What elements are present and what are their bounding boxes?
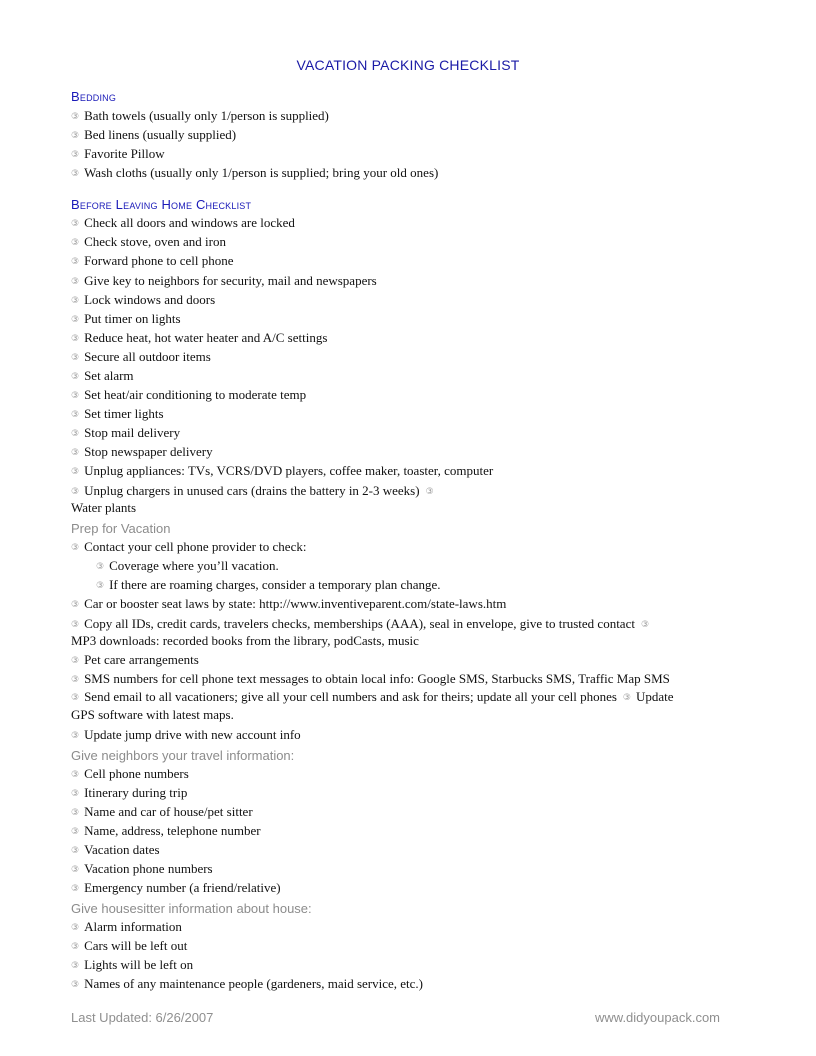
- list-item: [71, 367, 134, 386]
- item-text: Names of any maintenance people (gardeners, maid service, etc.): [84, 976, 424, 991]
- item-text: SMS numbers for cell phone text messages to obtain local info: Google SMS, Starbucks SMS, Traffic Map SMS: [84, 671, 670, 686]
- list-item-continuation: Water plants: [71, 500, 137, 515]
- list-item: [71, 595, 506, 614]
- list-item: [71, 879, 281, 898]
- list-item: [71, 538, 306, 557]
- item-text: Contact your cell phone provider to check:: [84, 539, 307, 554]
- list-item: [71, 726, 301, 745]
- item-text: Set heat/air conditioning to moderate temp: [84, 387, 307, 402]
- checkbox-icon: ③: [71, 656, 80, 666]
- list-item: [71, 107, 329, 126]
- checkbox-icon: ③: [71, 296, 80, 306]
- item-text: Copy all IDs, credit cards, travelers checks, memberships (AAA), seal in envelope, give to trusted contact: [84, 616, 635, 631]
- checkbox-icon: ③: [71, 827, 80, 837]
- checkbox-icon: ③: [71, 257, 80, 267]
- checkbox-icon: ③: [425, 487, 434, 497]
- item-text: Favorite Pillow: [84, 146, 165, 161]
- item-text: Coverage where you’ll vacation.: [109, 558, 279, 573]
- item-text: Give key to neighbors for security, mail and newspapers: [84, 273, 377, 288]
- section-heading-neighbors: Give neighbors your travel information:: [71, 748, 295, 763]
- checkbox-icon: ③: [71, 980, 80, 990]
- item-text: Vacation dates: [84, 842, 160, 857]
- item-text: Emergency number (a friend/relative): [84, 880, 281, 895]
- item-text: Lock windows and doors: [84, 292, 216, 307]
- checkbox-icon: ③: [71, 353, 80, 363]
- item-text: If there are roaming charges, consider a temporary plan change.: [109, 577, 441, 592]
- checkbox-icon: ③: [71, 372, 80, 382]
- page-title: VACATION PACKING CHECKLIST: [296, 57, 520, 73]
- list-item: [71, 765, 189, 784]
- list-item: [71, 310, 181, 329]
- list-item: [71, 329, 327, 348]
- item-text: Bed linens (usually supplied): [84, 127, 237, 142]
- checkbox-icon: ③: [96, 562, 105, 572]
- item-text: Update: [636, 689, 674, 704]
- list-item: [71, 386, 306, 405]
- list-item: [71, 841, 160, 860]
- list-item: [71, 956, 193, 975]
- item-text: Alarm information: [84, 919, 182, 934]
- list-item: [71, 272, 377, 291]
- list-item: [71, 126, 236, 145]
- section-heading-before-leaving: Before Leaving Home Checklist: [71, 197, 252, 212]
- checkbox-icon: ③: [71, 770, 80, 780]
- last-updated: Last Updated: 6/26/2007: [71, 1010, 214, 1025]
- item-text: Set alarm: [84, 368, 134, 383]
- checkbox-icon: ③: [71, 675, 80, 685]
- item-text: Stop newspaper delivery: [84, 444, 213, 459]
- checkbox-icon: ③: [71, 543, 80, 553]
- list-item: [71, 937, 187, 956]
- section-heading-prep: Prep for Vacation: [71, 521, 171, 536]
- item-text: Vacation phone numbers: [84, 861, 213, 876]
- list-item-continuation: GPS software with latest maps.: [71, 707, 234, 722]
- list-item: [71, 784, 187, 803]
- item-text: Forward phone to cell phone: [84, 253, 234, 268]
- list-item: [71, 164, 438, 183]
- list-item: [71, 975, 423, 994]
- checkbox-icon: ③: [71, 620, 80, 630]
- item-text: Pet care arrangements: [84, 652, 199, 667]
- list-item: [71, 214, 295, 233]
- checkbox-icon: ③: [71, 731, 80, 741]
- checkbox-icon: ③: [96, 581, 105, 591]
- checkbox-icon: ③: [71, 150, 80, 160]
- checkbox-icon: ③: [71, 334, 80, 344]
- list-item: [71, 443, 213, 462]
- checkbox-icon: ③: [71, 487, 80, 497]
- checkbox-icon: ③: [71, 169, 80, 179]
- site-url: www.didyoupack.com: [595, 1010, 720, 1025]
- list-item: [71, 688, 674, 707]
- checkbox-icon: ③: [71, 429, 80, 439]
- item-text: Secure all outdoor items: [84, 349, 211, 364]
- checkbox-icon: ③: [71, 467, 80, 477]
- list-item: [71, 145, 165, 164]
- checkbox-icon: ③: [71, 961, 80, 971]
- checkbox-icon: ③: [71, 693, 80, 703]
- list-item-continuation: MP3 downloads: recorded books from the library, podCasts, music: [71, 633, 419, 648]
- list-item: [71, 348, 211, 367]
- checkbox-icon: ③: [71, 865, 80, 875]
- checkbox-icon: ③: [71, 600, 80, 610]
- section-heading-bedding: Bedding: [71, 89, 117, 104]
- list-item: [71, 291, 215, 310]
- list-item: [71, 233, 226, 252]
- item-text: Send email to all vacationers; give all your cell numbers and ask for theirs; update all your cell phones: [84, 689, 617, 704]
- item-text: Check stove, oven and iron: [84, 234, 226, 249]
- item-text: Bath towels (usually only 1/person is supplied): [84, 108, 329, 123]
- checkbox-icon: ③: [71, 410, 80, 420]
- list-item: [71, 803, 253, 822]
- item-text: Set timer lights: [84, 406, 164, 421]
- checkbox-icon: ③: [71, 277, 80, 287]
- item-text: Unplug appliances: TVs, VCRS/DVD players, coffee maker, toaster, computer: [84, 463, 494, 478]
- checkbox-icon: ③: [71, 238, 80, 248]
- item-text: Name, address, telephone number: [84, 823, 261, 838]
- item-text: Cell phone numbers: [84, 766, 189, 781]
- list-item: [71, 822, 261, 841]
- item-text: Unplug chargers in unused cars (drains the battery in 2-3 weeks): [84, 483, 420, 498]
- item-text: Reduce heat, hot water heater and A/C settings: [84, 330, 328, 345]
- checkbox-icon: ③: [71, 846, 80, 856]
- item-text: Put timer on lights: [84, 311, 181, 326]
- list-item: [71, 405, 164, 424]
- list-item: [71, 860, 213, 879]
- checkbox-icon: ③: [71, 219, 80, 229]
- checkbox-icon: ③: [71, 942, 80, 952]
- checkbox-icon: ③: [640, 620, 650, 630]
- item-text: Stop mail delivery: [84, 425, 181, 440]
- checkbox-icon: ③: [71, 923, 80, 933]
- item-text: Car or booster seat laws by state: http://www.inventiveparent.com/state-laws.htm: [84, 596, 507, 611]
- list-item: [71, 462, 493, 481]
- item-text: Wash cloths (usually only 1/person is supplied; bring your old ones): [84, 165, 439, 180]
- item-text: Lights will be left on: [84, 957, 194, 972]
- list-item: [71, 670, 670, 689]
- item-text: Itinerary during trip: [84, 785, 188, 800]
- item-text: Name and car of house/pet sitter: [84, 804, 253, 819]
- checkbox-icon: ③: [71, 391, 80, 401]
- item-text: Cars will be left out: [84, 938, 188, 953]
- list-item: [71, 651, 199, 670]
- checkbox-icon: ③: [71, 789, 80, 799]
- item-text: Update jump drive with new account info: [84, 727, 301, 742]
- checkbox-icon: ③: [71, 448, 80, 458]
- list-item: [71, 424, 180, 443]
- item-text: Check all doors and windows are locked: [84, 215, 295, 230]
- checkbox-icon: ③: [71, 884, 80, 894]
- section-heading-housesitter: Give housesitter information about house:: [71, 901, 312, 916]
- checkbox-icon: ③: [71, 315, 80, 325]
- checkbox-icon: ③: [71, 131, 80, 141]
- list-item-sub: [96, 576, 441, 595]
- list-item: [71, 918, 182, 937]
- checkbox-icon: ③: [71, 112, 80, 122]
- checkbox-icon: ③: [622, 693, 631, 703]
- list-item-sub: [96, 557, 279, 576]
- list-item: [71, 252, 234, 271]
- checkbox-icon: ③: [71, 808, 80, 818]
